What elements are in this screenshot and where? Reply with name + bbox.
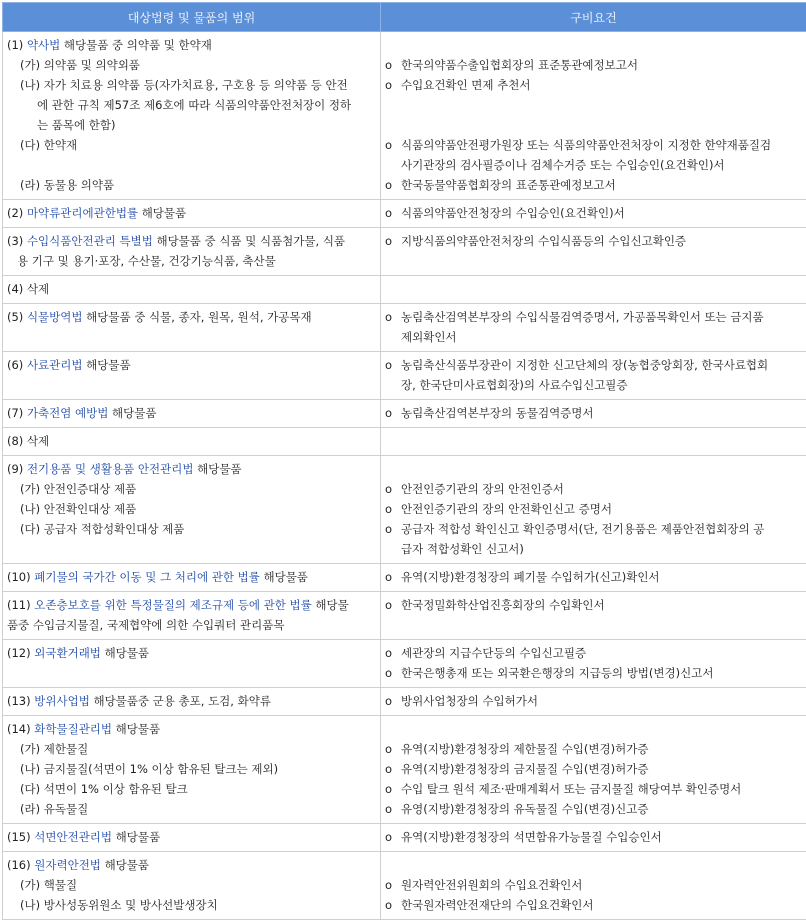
requirement-cell: o 유역(지방)환경청장의 석면함유가능물질 수입승인서 — [381, 824, 806, 852]
table-row — [3, 564, 806, 592]
requirement-cell: o 한국의약품수출입협회장의 표준통관예정보고서 o 수입요건확인 면제 추천서 o 식품의약품안전평가원장 또는 식품의약품안전처장이 지정한 한약재품질검 사기관장의 검사필증이나 검체수거증 또는 수입승인(요건확인)서 o 한국동물약품협회장의 표준통관예정보고서 — [381, 32, 806, 200]
table-row — [3, 228, 806, 276]
table-row — [3, 276, 806, 304]
requirement-cell — [381, 428, 806, 456]
scope-cell: (11) 오존층보호를 위한 특정물질의 제조규제 등에 관한 법률 해당물 품중 수입금지물질, 국제협약에 의한 수입쿼터 관리품목 — [3, 592, 381, 640]
table-row — [3, 200, 806, 228]
scope-cell: (1) 약사법 해당물품 중 의약품 및 한약재 (가) 의약품 및 의약외품 (나) 자가 치료용 의약품 등(자가치료용, 구호용 등 의약품 등 안전 에 관한 규칙 제57조 제6호에 따라 식품의약품안전처장이 정하 는 품목에 한함) (다) 한약재 (라) 동물용 의약품 — [3, 32, 381, 200]
requirement-cell: o 농림축산식품부장관이 지정한 신고단체의 장(농협중앙회장, 한국사료협회 장, 한국단미사료협회장)의 사료수입신고필증 — [381, 352, 806, 400]
table-row — [3, 32, 806, 200]
table-row — [3, 716, 806, 824]
table-row — [3, 824, 806, 852]
table-row — [3, 640, 806, 688]
table-row — [3, 304, 806, 352]
scope-cell: (9) 전기용품 및 생활용품 안전관리법 해당물품 (가) 안전인증대상 제품 (나) 안전확인대상 제품 (다) 공급자 적합성확인대상 제품 — [3, 456, 381, 564]
table-header-row — [3, 3, 806, 32]
requirement-cell: o 식품의약품안전청장의 수입승인(요건확인)서 — [381, 200, 806, 228]
requirement-cell: o 유역(지방)환경청장의 폐기물 수입허가(신고)확인서 — [381, 564, 806, 592]
scope-cell: (15) 석면안전관리법 해당물품 — [3, 824, 381, 852]
table-row — [3, 852, 806, 920]
scope-cell: (13) 방위사업법 해당물품중 군용 총포, 도검, 화약류 — [3, 688, 381, 716]
scope-cell: (16) 원자력안전법 해당물품 (가) 핵물질 (나) 방사성동위원소 및 방사선발생장치 — [3, 852, 381, 920]
law-name: 약사법 — [27, 38, 60, 52]
header-scope: 대상법령 및 물품의 범위 — [3, 3, 381, 32]
requirement-cell: o 방위사업청장의 수입허가서 — [381, 688, 806, 716]
scope-cell: (3) 수입식품안전관리 특별법 해당물품 중 식품 및 식품첨가물, 식품 용 기구 및 용기·포장, 수산물, 건강기능식품, 축산물 — [3, 228, 381, 276]
requirement-cell: o 농림축산검역본부장의 동물검역증명서 — [381, 400, 806, 428]
scope-cell: (2) 마약류관리에관한법률 해당물품 — [3, 200, 381, 228]
requirement-cell: o 원자력안전위원회의 수입요건확인서 o 한국원자력안전재단의 수입요건확인서 — [381, 852, 806, 920]
requirement-cell — [381, 276, 806, 304]
table-row — [3, 456, 806, 564]
scope-cell: (8) 삭제 — [3, 428, 381, 456]
requirement-cell: o 안전인증기관의 장의 안전인증서 o 안전인증기관의 장의 안전확인신고 증명서 o 공급자 적합성 확인신고 확인증명서(단, 전기용품은 제품안전협회장의 공 급자 적합성확인 신고서) — [381, 456, 806, 564]
requirement-cell: o 농림축산검역본부장의 수입식물검역증명서, 가공품목확인서 또는 금지품 제외확인서 — [381, 304, 806, 352]
table-row — [3, 428, 806, 456]
scope-cell: (10) 폐기물의 국가간 이동 및 그 처리에 관한 법률 해당물품 — [3, 564, 381, 592]
requirement-cell: o 지방식품의약품안전처장의 수입식품등의 수입신고확인증 — [381, 228, 806, 276]
requirement-cell: o 한국정밀화학산업진흥회장의 수입확인서 — [381, 592, 806, 640]
scope-cell: (6) 사료관리법 해당물품 — [3, 352, 381, 400]
table-row — [3, 688, 806, 716]
requirement-cell: o 유역(지방)환경청장의 제한물질 수입(변경)허가증 o 유역(지방)환경청장의 금지물질 수입(변경)허가증 o 수입 탈크 원석 제조·판매계획서 또는 금지물질 해당여부 확인증명서 o 유영(지방)환경청장의 유독물질 수입(변경)신고증 — [381, 716, 806, 824]
scope-cell: (12) 외국환거래법 해당물품 — [3, 640, 381, 688]
requirements-table — [2, 2, 806, 920]
table-row — [3, 592, 806, 640]
scope-cell: (14) 화학물질관리법 해당물품 (가) 제한물질 (나) 금지물질(석면이 1% 이상 함유된 탈크는 제외) (다) 석면이 1% 이상 함유된 탈크 (라) 유독물질 — [3, 716, 381, 824]
requirement-cell: o 세관장의 지급수단등의 수입신고필증 o 한국은행총재 또는 외국환은행장의 지급등의 방법(변경)신고서 — [381, 640, 806, 688]
scope-cell: (5) 식물방역법 해당물품 중 식물, 종자, 원목, 원석, 가공목재 — [3, 304, 381, 352]
table-row — [3, 400, 806, 428]
scope-cell: (7) 가축전염 예방법 해당물품 — [3, 400, 381, 428]
scope-cell: (4) 삭제 — [3, 276, 381, 304]
header-requirements: 구비요건 — [381, 3, 806, 32]
table-row — [3, 352, 806, 400]
